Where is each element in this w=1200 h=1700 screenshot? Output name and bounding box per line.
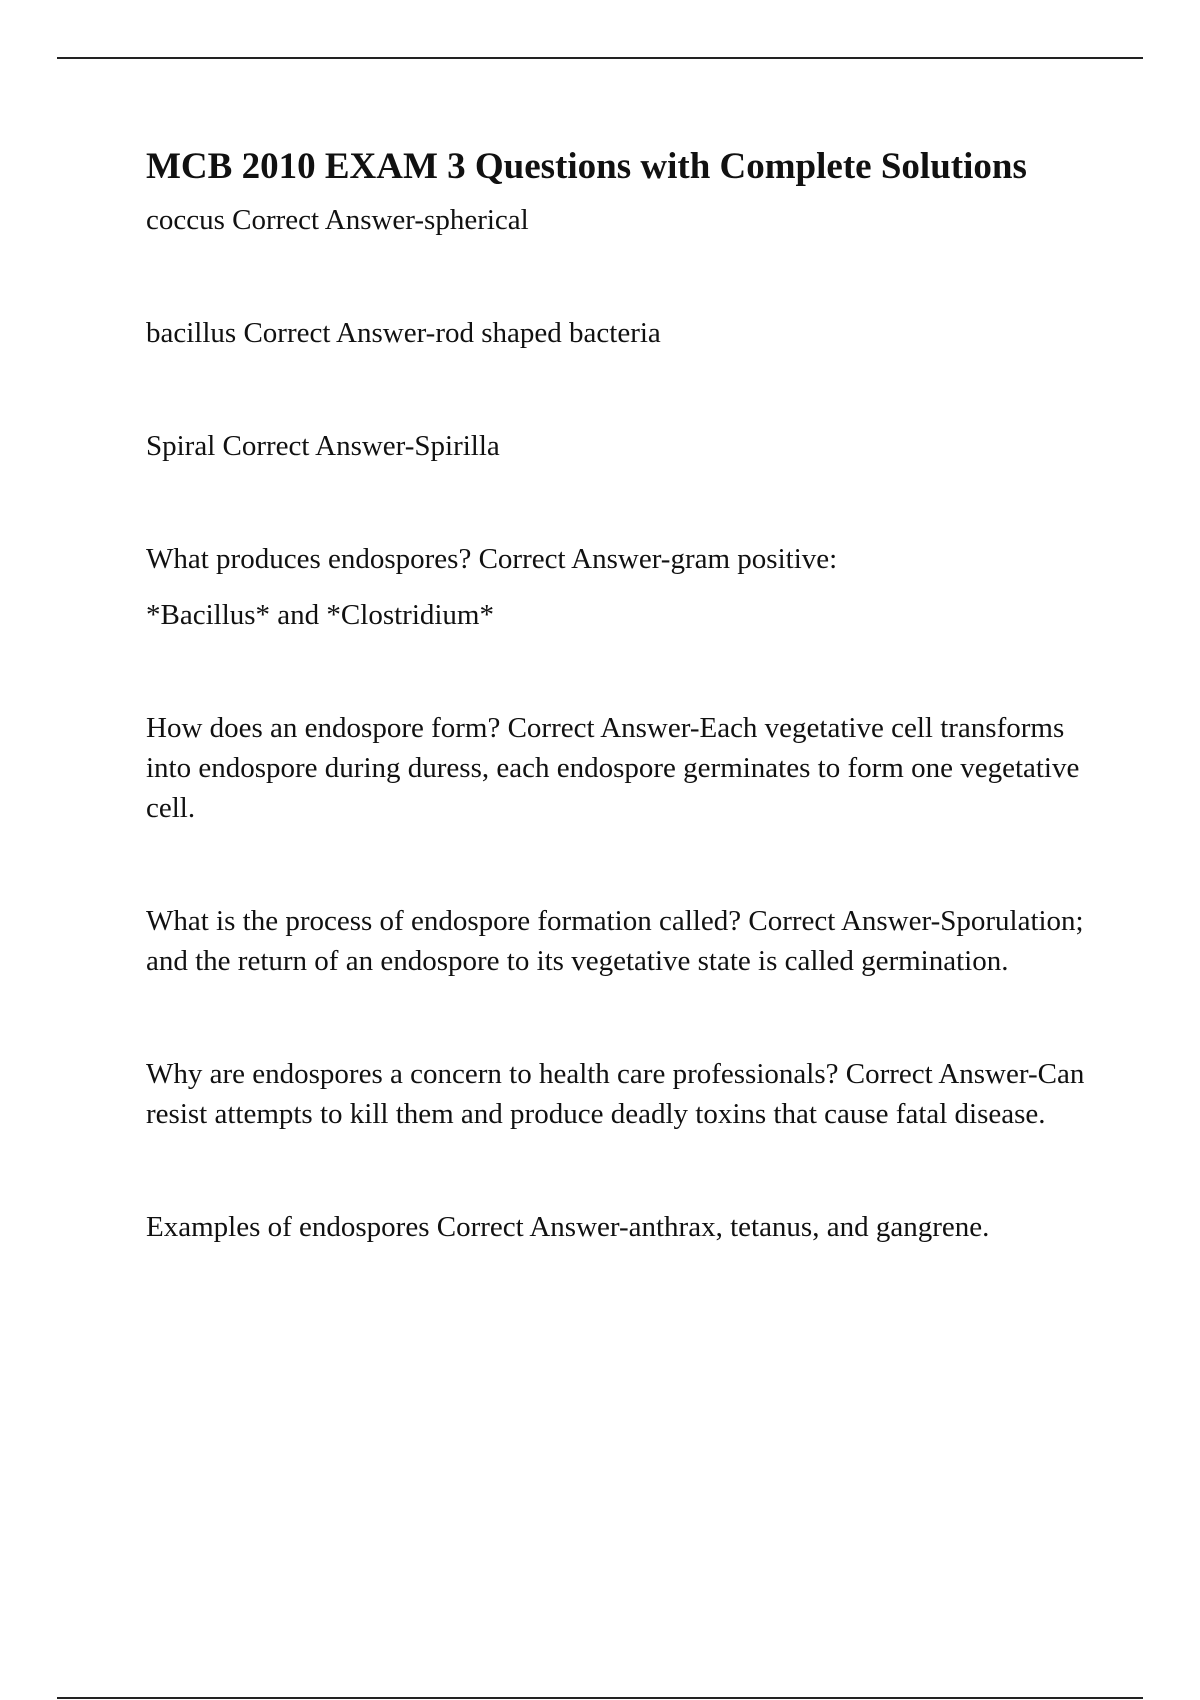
qa-entry-health-concern: Why are endospores a concern to health care professionals? Correct Answer-Can resist attempts to kill them and produce deadly toxins that cause fatal disease. [146, 1058, 1085, 1130]
bottom-divider [57, 1697, 1143, 1699]
qa-entry-spiral: Spiral Correct Answer-Spirilla [146, 430, 500, 462]
qa-entry-sporulation: What is the process of endospore formation called? Correct Answer-Sporulation; and the return of an endospore to its vegetative state is called germination. [146, 905, 1084, 977]
document-title: MCB 2010 EXAM 3 Questions with Complete Solutions [146, 146, 1027, 187]
top-divider [57, 57, 1143, 59]
qa-entry-endospore-formation: How does an endospore form? Correct Answer-Each vegetative cell transforms into endospore during duress, each endospore germinates to form one vegetative cell. [146, 712, 1080, 824]
qa-entry-examples: Examples of endospores Correct Answer-anthrax, tetanus, and gangrene. [146, 1211, 990, 1243]
qa-entry-endospore-producers-cont: *Bacillus* and *Clostridium* [146, 599, 494, 631]
qa-entry-coccus: coccus Correct Answer-spherical [146, 204, 529, 236]
document-body [146, 142, 1106, 1247]
qa-entry-endospore-producers: What produces endospores? Correct Answer-gram positive: [146, 543, 838, 575]
qa-entry-bacillus: bacillus Correct Answer-rod shaped bacteria [146, 317, 661, 349]
